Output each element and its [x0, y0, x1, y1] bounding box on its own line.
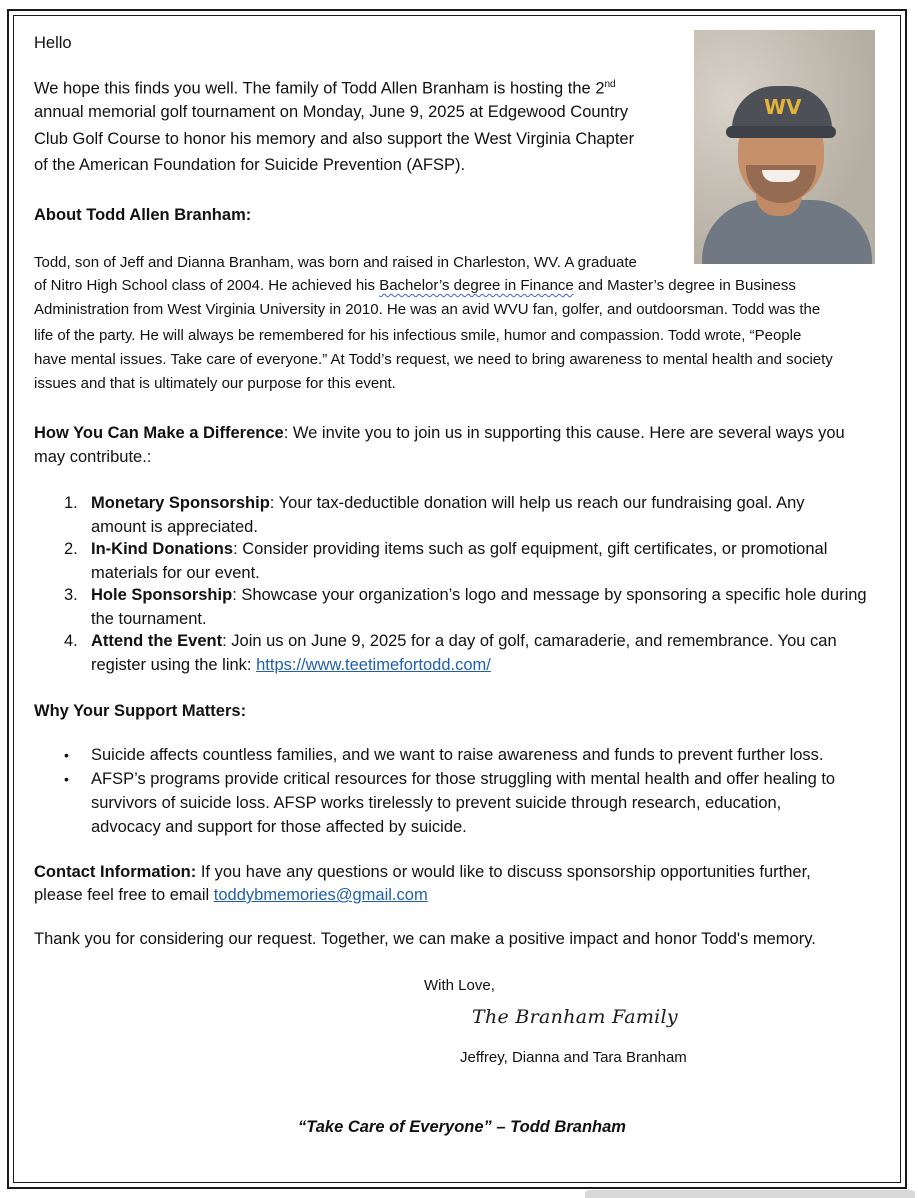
closing-quote: “Take Care of Everyone” – Todd Branham: [298, 1118, 626, 1136]
bullet-text: advocacy and support for those affected by suicide.: [91, 818, 467, 836]
spellcheck-phrase: Bachelor’s degree in Finance: [379, 277, 574, 294]
why-heading: Why Your Support Matters:: [34, 702, 247, 720]
about-line-6: issues and that is ultimately our purpose for this event.: [34, 375, 396, 392]
bullet-icon: •: [64, 771, 69, 787]
list-text: materials for our event.: [91, 564, 260, 582]
difference-line-1: [34, 421, 845, 445]
list-text: : Consider providing items such as golf equipment, gift certificates, or promotional: [233, 540, 828, 558]
intro-line-4: of the American Foundation for Suicide Prevention (AFSP).: [34, 156, 466, 174]
list-title: In-Kind Donations: [91, 540, 234, 558]
about-line-3: Administration from West Virginia University in 2010. He was an avid WVU fan, golfer, and outdoorsman. Todd was the: [34, 301, 821, 318]
thanks-text: Thank you for considering our request. Together, we can make a positive impact and honor Todd's memory.: [34, 930, 816, 948]
registration-link[interactable]: https://www.teetimefortodd.com/: [256, 656, 491, 674]
intro-line-1: [34, 73, 694, 101]
list-text: amount is appreciated.: [91, 518, 258, 536]
intro-line-2: annual memorial golf tournament on Monday, June 9, 2025 at Edgewood Country: [34, 103, 629, 121]
about-line-5: have mental issues. Take care of everyone.” At Todd’s request, we need to bring awareness to mental health and society: [34, 351, 833, 368]
family-names: Jeffrey, Dianna and Tara Branham: [460, 1049, 687, 1066]
greeting: Hello: [34, 34, 72, 52]
list-number: 4.: [64, 632, 78, 650]
about-line-2: [34, 274, 796, 298]
bullet-text: Suicide affects countless families, and we want to raise awareness and funds to prevent further loss.: [91, 746, 824, 764]
contact-line-1: [34, 860, 811, 884]
intro-sup: nd: [604, 79, 616, 90]
about-line-2c: and Master’s degree in Business: [573, 277, 796, 294]
intro-line-3: Club Golf Course to honor his memory and also support the West Virginia Chapter: [34, 130, 635, 148]
list-text: the tournament.: [91, 610, 207, 628]
about-line-2a: of Nitro High School class of 2004. He achieved his: [34, 277, 380, 294]
bullet-text: survivors of suicide loss. AFSP works tirelessly to prevent suicide through research, education,: [91, 794, 782, 812]
email-link[interactable]: toddybmemories@gmail.com: [213, 886, 428, 904]
list-title: Attend the Event: [91, 632, 223, 650]
list-number: 3.: [64, 586, 78, 604]
about-line-4: life of the party. He will always be remembered for his infectious smile, humor and compassion. Todd wrote, “People: [34, 327, 802, 344]
list-text: : Showcase your organization’s logo and message by sponsoring a specific hole during: [232, 586, 867, 604]
contact-text: please feel free to email: [34, 886, 214, 904]
scrollbar[interactable]: [585, 1190, 915, 1198]
list-number: 2.: [64, 540, 78, 558]
list-title: Monetary Sponsorship: [91, 494, 270, 512]
contact-heading: Contact Information:: [34, 863, 197, 881]
intro-text-1: We hope this finds you well. The family of Todd Allen Branham is hosting the 2: [34, 79, 605, 98]
difference-text: : We invite you to join us in supporting this cause. Here are several ways you: [283, 424, 845, 442]
bullet-text: AFSP’s programs provide critical resources for those struggling with mental health and offer healing to: [91, 770, 836, 788]
list-title: Hole Sponsorship: [91, 586, 233, 604]
difference-line-2: may contribute.:: [34, 448, 152, 466]
contact-line-2: [34, 883, 428, 907]
todd-photo: [694, 30, 875, 264]
contact-text: If you have any questions or would like to discuss sponsorship opportunities further,: [196, 863, 811, 881]
list-text: : Join us on June 9, 2025 for a day of golf, camaraderie, and remembrance. You can: [222, 632, 837, 650]
list-text: register using the link:: [91, 656, 257, 674]
bullet-icon: •: [64, 747, 69, 763]
difference-heading: How You Can Make a Difference: [34, 424, 284, 442]
about-heading: About Todd Allen Branham:: [34, 206, 252, 224]
signature: The Branham Family: [472, 1006, 678, 1028]
list-number: 1.: [64, 494, 78, 512]
list-text: : Your tax-deductible donation will help us reach our fundraising goal. Any: [269, 494, 805, 512]
with-love: With Love,: [424, 977, 495, 994]
cap-logo: WV: [764, 95, 802, 119]
about-line-1: Todd, son of Jeff and Dianna Branham, was born and raised in Charleston, WV. A graduate: [34, 254, 637, 271]
